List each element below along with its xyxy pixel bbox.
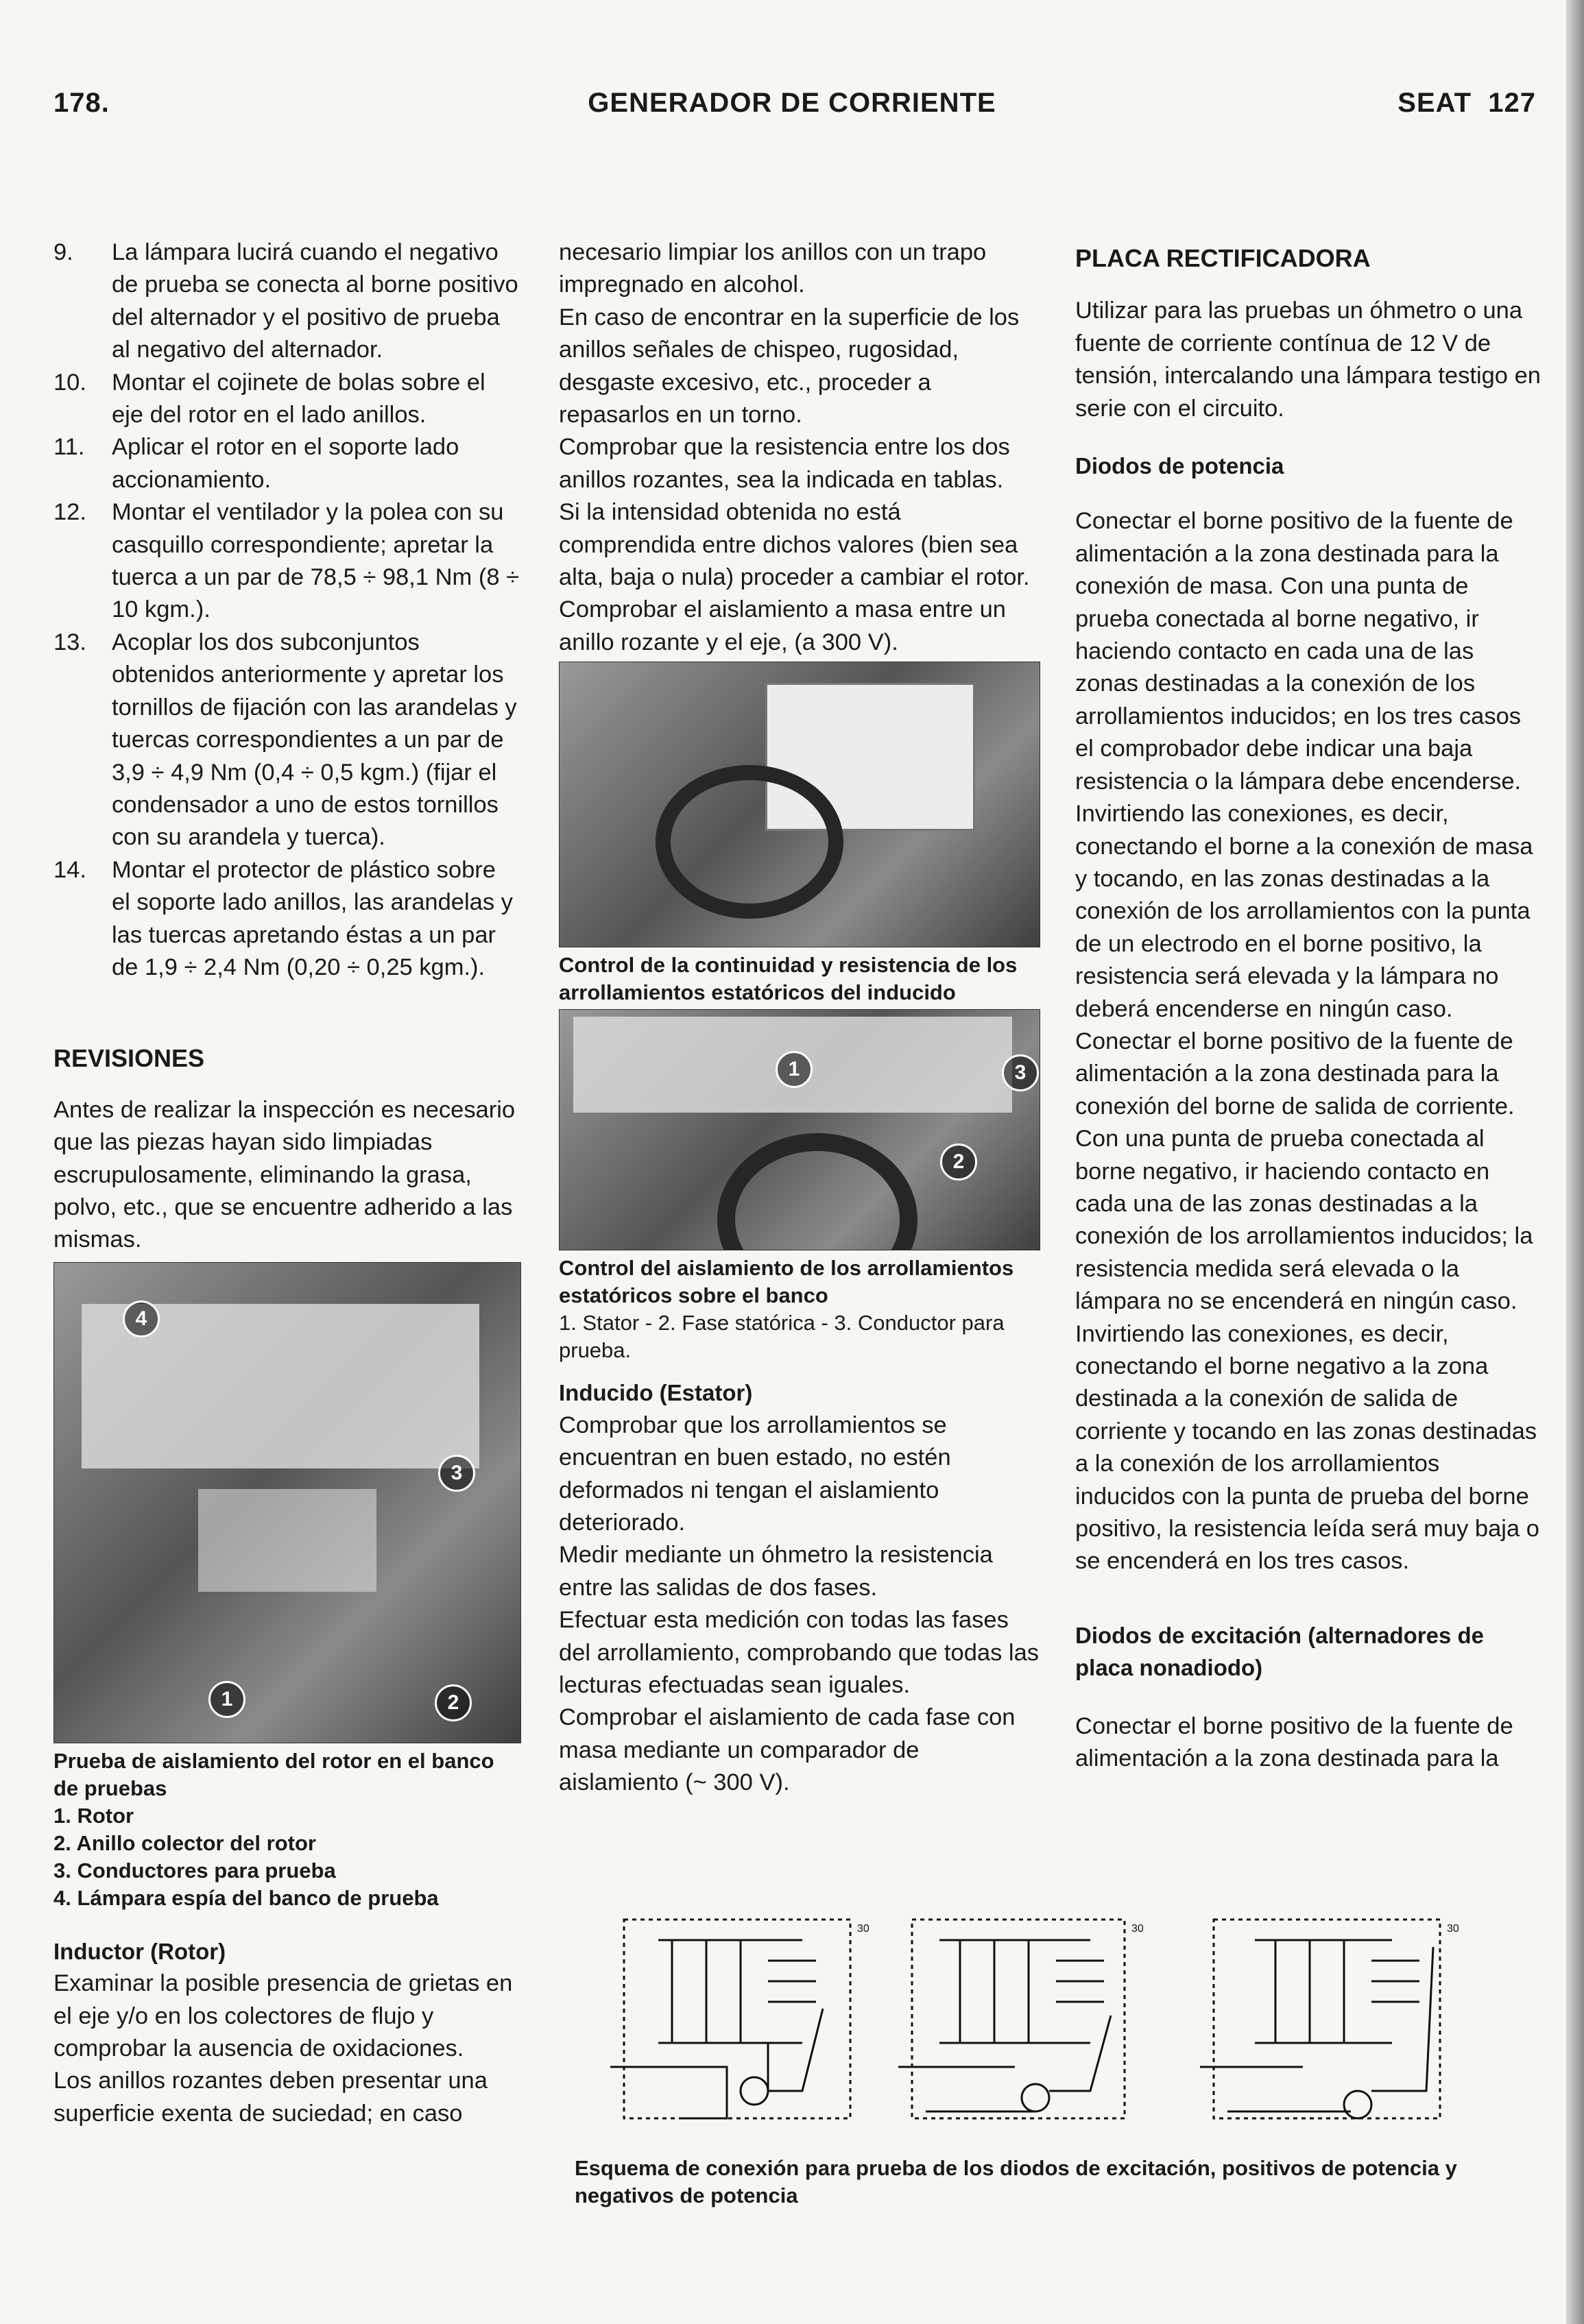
schematic-diagram-3	[1200, 1920, 1440, 2118]
rotor-shape	[198, 1489, 376, 1592]
photo-stator-insulation-bench	[559, 1009, 1040, 1250]
stator-coil	[656, 765, 843, 919]
paragraph: En caso de encontrar en la superficie de los anillos señales de chispeo, rugosidad, desgaste excesivo, etc., proceder a repasarlos en un torno.	[559, 304, 1020, 428]
paragraph: Conectar el borne positivo de la fuente de alimentación a la zona destinada para la	[1075, 1712, 1513, 1772]
paragraph: Conectar el borne positivo de la fuente de alimentación a la zona destinada para la conexión del borne de salida de corriente. Con una punta de prueba conectada al borne negativo, ir haciendo contacto en cada una de las zonas destinadas a la conexión de los arrollamientos inducidos; la resistencia medida será elevada o la lámpara no se encenderá en ningún caso.	[1075, 1028, 1533, 1315]
subsection-heading-diodos-excitacion: Diodos de excitación (alternadores de placa nonadiodo)	[1075, 1622, 1484, 1681]
list-item: 14. Montar el protector de plástico sobre el soporte lado anillos, las arandelas y las tuercas apretando éstas a un par de 1,9 ÷ 2,4 Nm (0,20 ÷ 0,25 kgm.).	[53, 856, 513, 980]
paragraph: Comprobar que los arrollamientos se encuentran en buen estado, no estén deformados ni tengan el aislamiento deteriorado.	[559, 1412, 951, 1536]
schematic-caption: Esquema de conexión para prueba de los diodos de excitación, positivos de potencia y negativos de potencia	[575, 2156, 1457, 2207]
diode-test-schematics	[597, 1906, 1543, 2146]
callout-2: 2	[940, 1143, 977, 1181]
running-head-model	[1397, 88, 1536, 119]
paragraph: Comprobar que la resistencia entre los dos anillos rozantes, sea la indicada en tablas.	[559, 434, 1010, 493]
legend-item: 1. Rotor	[53, 1803, 134, 1828]
model-label: 127	[1488, 88, 1536, 118]
schematic-diagram-2	[898, 1920, 1125, 2118]
terminal-label-30: 30	[1447, 1923, 1459, 1935]
inductor-paragraph-2: Los anillos rozantes deben presentar una superficie exenta de suciedad; en caso	[53, 2068, 488, 2127]
photo-legend	[53, 1802, 520, 1912]
photo-ohmmeter-coil	[559, 662, 1040, 947]
paragraph: Conectar el borne positivo de la fuente de alimentación a la zona destinada para la conexión de masa. Con una punta de prueba conectada al borne negativo, ir haciendo contacto en cada una de las zonas destinadas a la conexión de los arrollamientos inducidos; en los tres casos el comprobador debe indicar una baja resistencia o la lámpara debe encenderse.	[1075, 508, 1522, 795]
paragraph: Comprobar el aislamiento a masa entre un anillo rozante y el eje, (a 300 V).	[559, 596, 1006, 655]
paragraph: Invirtiendo las conexiones, es decir, conectando el borne negativo a la zona destinada a la conexión de salida de corriente y tocando en las zonas destinadas a la conexión de los arrollamientos inducidos con la punta de prueba del borne positivo, la resistencia leída será muy baja o se encenderá en los tres casos.	[1075, 1320, 1539, 1575]
assembly-steps	[53, 237, 520, 984]
column-left	[53, 237, 520, 2130]
photo-caption: Prueba de aislamiento del rotor en el banco de pruebas	[53, 1748, 494, 1800]
paragraph: Medir mediante un óhmetro la resistencia entre las salidas de dos fases.	[559, 1542, 993, 1601]
list-item: 13. Acoplar los dos subconjuntos obtenidos anteriormente y apretar los tornillos de fijación con las arandelas y tuercas correspondientes a un par de 3,9 ÷ 4,9 Nm (0,4 ÷ 0,5 kgm.) (fijar el condensador a uno de estos tornillos con su arandela y tuerca).	[53, 629, 517, 851]
column-right	[1075, 237, 1541, 1775]
photo-caption: Control de la continuidad y resistencia de los arrollamientos estatóricos del inducido	[559, 953, 1018, 1005]
legend-item: 3. Conductores para prueba	[53, 1858, 336, 1883]
subsection-heading-inducido: Inducido (Estator)	[559, 1380, 753, 1406]
paragraph: Comprobar el aislamiento de cada fase con masa mediante un comparador de aislamiento (~ 300 V).	[559, 1704, 1016, 1796]
paragraph: Efectuar esta medición con todas las fases del arrollamiento, comprobando que todas las lecturas efectuadas sean iguales.	[559, 1607, 1040, 1698]
column-middle	[559, 237, 1039, 1800]
paragraph: necesario limpiar los anillos con un trapo impregnado en alcohol.	[559, 239, 987, 298]
section-heading-revisiones: REVISIONES	[53, 1044, 205, 1073]
paragraph: Invirtiendo las conexiones, es decir, conectando el borne a la conexión de masa y tocando, en las zonas destinadas a la conexión de los arrollamientos con la punta de un electrodo en el borne positivo, la resistencia será elevada y la lámpara no deberá encenderse en ningún caso.	[1075, 801, 1533, 1022]
page-binding-edge	[1566, 0, 1584, 2324]
callout-3: 3	[438, 1455, 475, 1492]
subsection-heading-diodos-potencia: Diodos de potencia	[1075, 453, 1284, 479]
stator-ring	[717, 1133, 917, 1250]
callout-2: 2	[435, 1684, 472, 1721]
list-item: 9. La lámpara lucirá cuando el negativo de prueba se conecta al borne positivo del alternador y el positivo de prueba al negativo del alternador.	[53, 239, 518, 363]
callout-3: 3	[1002, 1054, 1039, 1091]
callout-1: 1	[776, 1051, 813, 1088]
legend-item: 2. Anillo colector del rotor	[53, 1830, 316, 1855]
subsection-heading-inductor: Inductor (Rotor)	[53, 1938, 226, 1964]
list-item: 12. Montar el ventilador y la polea con su casquillo correspondiente; apretar la tuerca a un par de 78,5 ÷ 98,1 Nm (8 ÷ 10 kgm.).	[53, 499, 520, 623]
paragraph: Si la intensidad obtenida no está comprendida entre dichos valores (bien sea alta, baja o nula) proceder a cambiar el rotor.	[559, 499, 1030, 591]
revisiones-paragraph: Antes de realizar la inspección es necesario que las piezas hayan sido limpiadas escrupulosamente, eliminando la grasa, polvo, etc., que se encuentre adherido a las mismas.	[53, 1096, 516, 1253]
photo-legend: 1. Stator - 2. Fase statórica - 3. Conductor para prueba.	[559, 1311, 1005, 1363]
legend-item: 4. Lámpara espía del banco de prueba	[53, 1885, 439, 1910]
chapter-title: GENERADOR DE CORRIENTE	[588, 88, 996, 118]
terminal-label-30: 30	[1131, 1923, 1144, 1935]
list-item: 11. Aplicar el rotor en el soporte lado accionamiento.	[53, 434, 459, 493]
callout-4: 4	[123, 1300, 160, 1337]
list-item: 10. Montar el cojinete de bolas sobre el eje del rotor en el lado anillos.	[53, 369, 485, 428]
terminal-label-30: 30	[857, 1923, 869, 1935]
photo-caption: Control del aislamiento de los arrollamientos estatóricos sobre el banco	[559, 1256, 1014, 1308]
photo-rotor-test-bench	[53, 1262, 521, 1743]
brand-label: SEAT	[1397, 88, 1472, 118]
schematic-diagram-1	[610, 1920, 850, 2118]
section-heading-placa: PLACA RECTIFICADORA	[1075, 244, 1371, 272]
callout-1: 1	[208, 1681, 245, 1718]
inductor-paragraph-1: Examinar la posible presencia de grietas en el eje y/o en los colectores de flujo y comprobar la ausencia de oxidaciones.	[53, 1970, 513, 2061]
page-number: 178.	[53, 88, 110, 118]
paragraph: Utilizar para las pruebas un óhmetro o una fuente de corriente contínua de 12 V de tensión, intercalando una lámpara testigo en serie con el circuito.	[1075, 298, 1541, 422]
